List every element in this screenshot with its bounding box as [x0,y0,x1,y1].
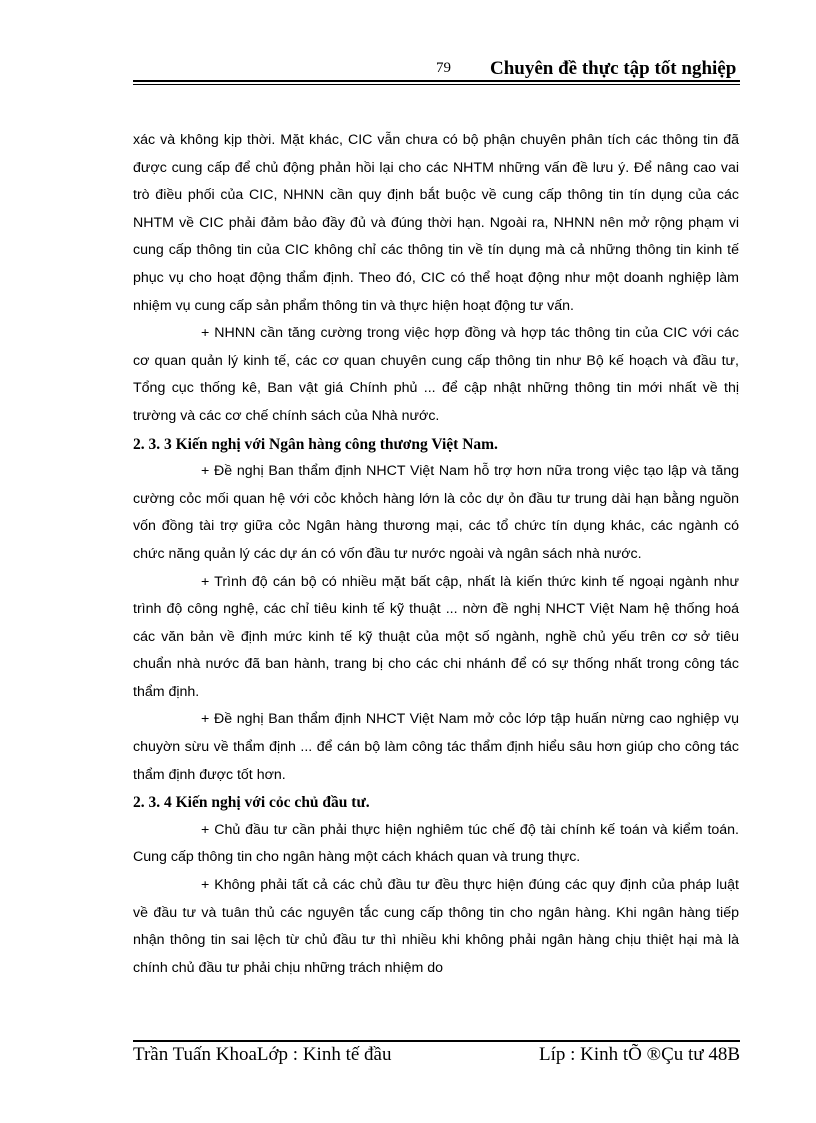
page-number: 79 [436,60,451,76]
paragraph-investor-compliance: + Không phải tất cả các chủ đầu tư đều thực hiện đúng các quy định của pháp luật về đầu tư và tuân thủ các nguyên tắc cung cấp thông tin cho ngân hàng. Khi ngân hàng tiếp nhận thông tin sai lệch từ chủ đầu tư thì nhiều khi không phải ngân hàng chịu thiệt hại mà là chính chủ đầu tư phải chịu những trách nhiệm do [133,877,739,976]
paragraph-investor-accounting: + Chủ đầu tư cần phải thực hiện nghiêm túc chế độ tài chính kế toán và kiểm toán. Cung cấp thông tin cho ngân hàng một cách khách quan và trung thực. [133,821,739,866]
paragraph-nhnn-cooperation: + NHNN cần tăng cường trong việc hợp đồng và hợp tác thông tin của CIC với các cơ quan quản lý kinh tế, các cơ quan chuyên cung cấp thông tin như Bộ kế hoạch và đầu tư, Tổng cục thống kê, Ban vật giá Chính phủ ... để cập nhật những thông tin mới nhất về thị trường và các cơ chế chính sách của Nhà nước. [133,325,739,424]
section-heading-2-3-3: 2. 3. 3 Kiến nghị với Ngân hàng công thương Việt Nam. [133,435,498,453]
footer-class: Líp : Kinh tÕ ®Çu tư 48B [538,1044,740,1065]
header-rule-thin [133,84,740,85]
document-body [133,127,739,982]
header-rule [133,80,740,82]
paragraph-training: + Đề nghị Ban thẩm định NHCT Việt Nam mở cỏc lớp tập huấn nừng cao nghiệp vụ chuyờn sừu về thẩm định ... để cán bộ làm công tác thẩm định hiểu sâu hơn giúp cho công tác thẩm định được tốt hơn. [133,711,739,783]
paragraph-cic-continued: xác và không kịp thời. Mặt khác, CIC vẫn chưa có bộ phận chuyên phân tích các thông tin đã được cung cấp để chủ động phản hồi lại cho các NHTM những vấn đề lưu ý. Để nâng cao vai trò điều phối của CIC, NHNN cần quy định bắt buộc về cung cấp thông tin tín dụng của các NHTM về CIC phải đảm bảo đầy đủ và đúng thời hạn. Ngoài ra, NHNN nên mở rộng phạm vi cung cấp thông tin của CIC không chỉ các thông tin về tín dụng mà cả những thông tin kinh tế phục vụ cho hoạt động thẩm định. Theo đó, CIC có thể hoạt động như một doanh nghiệp làm nhiệm vụ cung cấp sản phẩm thông tin và thực hiện hoạt động tư vấn. [133,132,739,314]
document-title: Chuyên đề thực tập tốt nghiệp [490,58,737,79]
footer-author: Trần Tuấn KhoaLớp : Kinh tế đầu [133,1044,392,1065]
section-heading-2-3-4: 2. 3. 4 Kiến nghị với cỏc chủ đầu tư. [133,794,370,812]
footer-rule [133,1040,740,1042]
paragraph-staff-qualification: + Trình độ cán bộ có nhiều mặt bất cập, nhất là kiến thức kinh tế ngoại ngành như trình độ công nghệ, các chỉ tiêu kinh tế kỹ thuật ... nờn đề nghị NHCT Việt Nam hệ thống hoá các văn bản về định mức kinh tế kỹ thuật của một số ngành, nghề chủ yếu trên cơ sở tiêu chuẩn nhà nước đã ban hành, trang bị cho các chi nhánh để có sự thống nhất trong công tác thẩm định. [133,573,739,700]
paragraph-nhct-support: + Đề nghị Ban thẩm định NHCT Việt Nam hỗ trợ hơn nữa trong việc tạo lập và tăng cường cỏc mối quan hệ với cỏc khỏch hàng lớn là cỏc dự ỏn đầu tư trung dài hạn bằng nguồn vốn đồng tài trợ giữa cỏc Ngân hàng thương mại, các tổ chức tín dụng khác, các ngành có chức năng quản lý các dự án có vốn đầu tư nước ngoài và ngân sách nhà nước. [133,463,739,562]
